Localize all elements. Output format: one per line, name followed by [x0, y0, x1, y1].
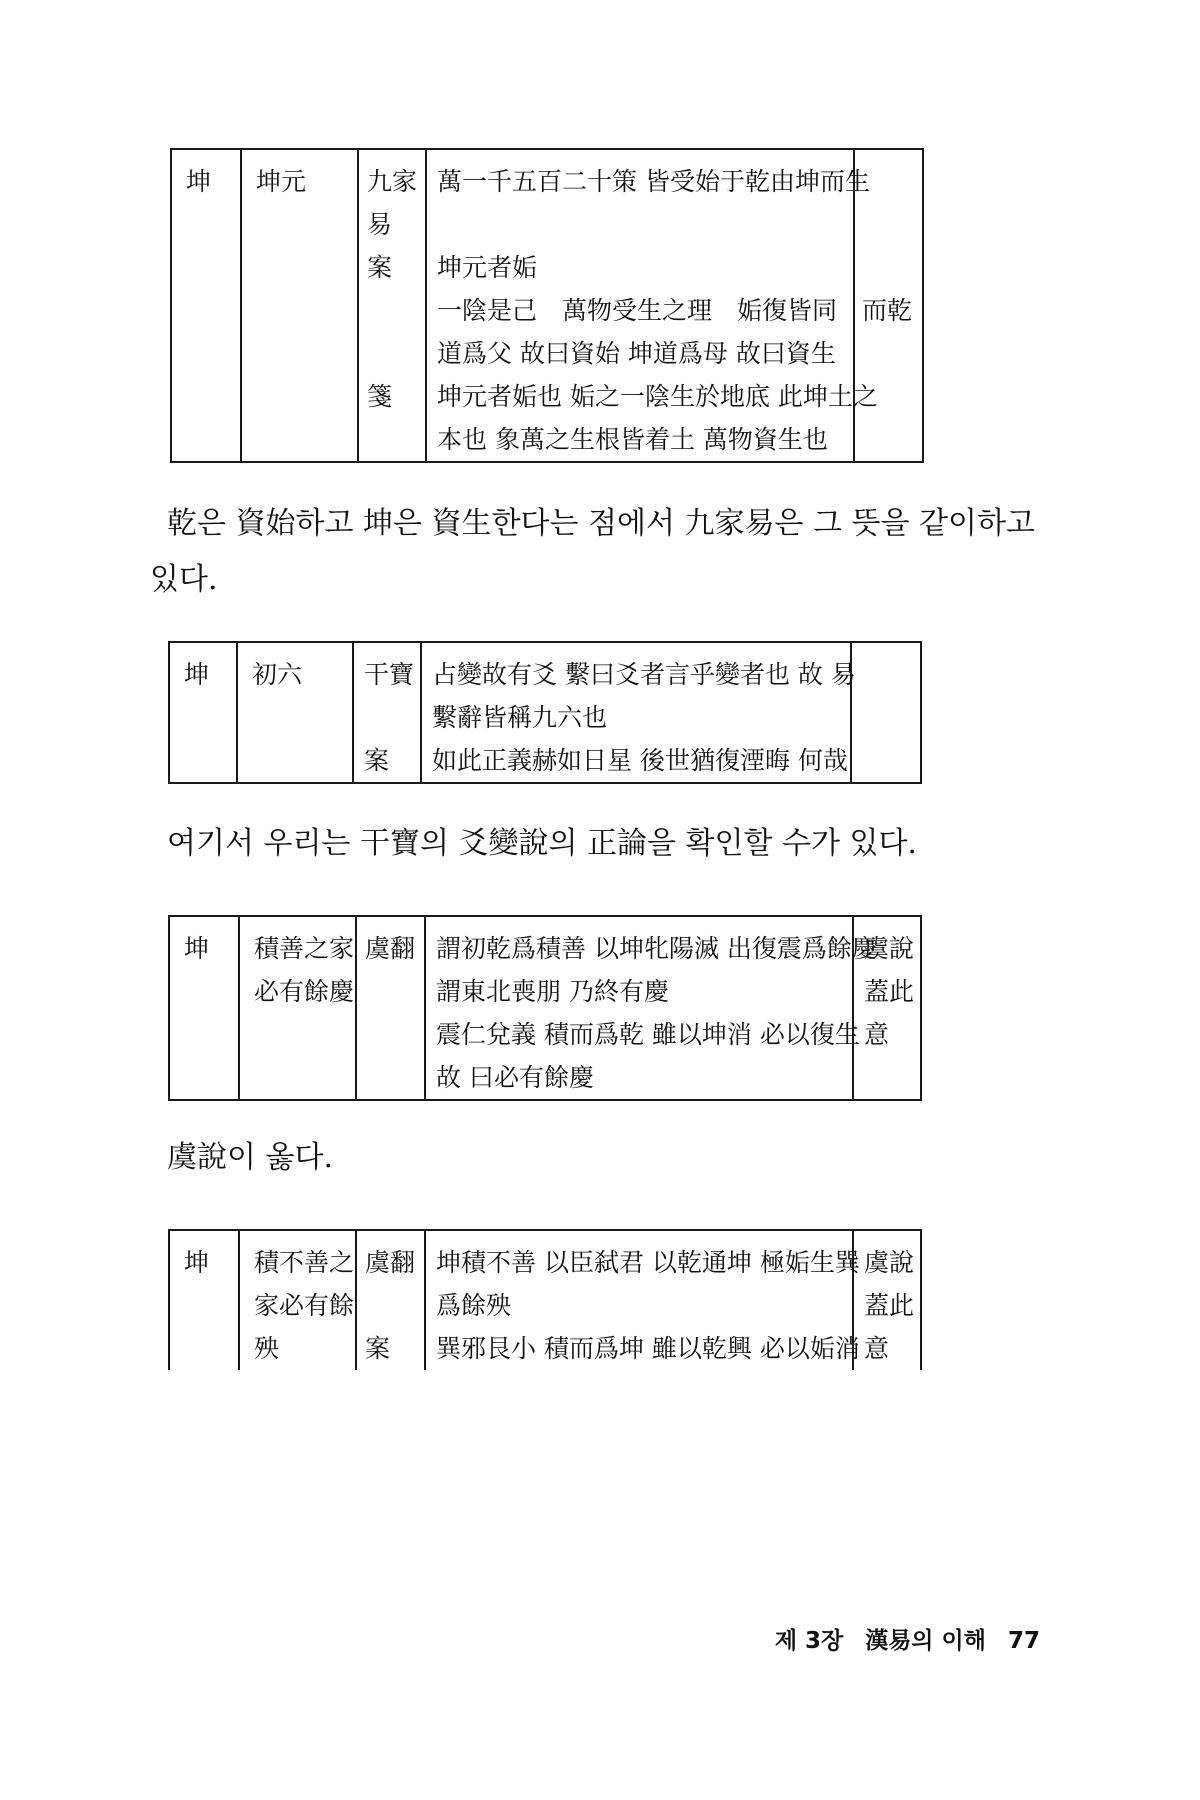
text-line: 坤元者姤也 姤之一陰生於地底 此坤土之: [437, 382, 878, 411]
author-cell: [356, 1230, 425, 1370]
author-line: 干寶: [364, 660, 415, 689]
author-line: 九家: [367, 167, 418, 196]
note-line: 蓋此: [864, 977, 915, 1006]
note-cell: [851, 642, 921, 783]
text-cell: [425, 1230, 860, 1370]
author-cell: [356, 916, 425, 1100]
commentary-table-4: [168, 1229, 922, 1370]
hexagram-cell: 坤: [169, 642, 237, 783]
text-cell: [425, 916, 877, 1100]
note-line: 蓋此: [864, 1291, 915, 1320]
text-line: 爲餘殃: [436, 1291, 512, 1320]
author-line: 箋: [367, 382, 393, 411]
text-line: 謂初乾爲積善 以坤牝陽滅 出復震爲餘慶: [436, 934, 877, 963]
commentary-table-1: [170, 148, 924, 463]
author-line: 易: [367, 210, 393, 239]
author-line: [365, 1284, 424, 1327]
note-cell: [853, 1230, 921, 1370]
commentary-table-2: [168, 641, 922, 784]
author-line: 案: [365, 1334, 391, 1363]
phrase-line: 積善之家: [254, 934, 355, 963]
note-line: 虞說: [864, 934, 915, 963]
note-line: 意: [864, 1334, 890, 1363]
page-footer: [680, 1622, 1040, 1655]
chapter-title: 漢易의 이해: [865, 1628, 986, 1654]
hexagram-cell: 坤: [169, 1230, 239, 1370]
text-line: 坤積不善 以臣弑君 以乾通坤 極姤生巽: [436, 1248, 860, 1277]
author-line: [364, 696, 420, 739]
text-line: 如此正義赫如日星 後世猶復湮晦 何哉: [432, 746, 848, 775]
phrase-cell: [239, 916, 356, 1100]
note-cell: [853, 916, 921, 1100]
text-line: 一陰是己 萬物受生之理 姤復皆同 而乾: [437, 296, 913, 325]
phrase-line: 初六: [252, 660, 303, 689]
text-line: 本也 象萬之生根皆着土 萬物資生也: [437, 425, 828, 454]
text-line: 巽邪艮小 積而爲坤 雖以乾興 必以姤消: [436, 1334, 860, 1363]
paragraph-line: 있다.: [150, 562, 218, 597]
note-line: 意: [864, 1020, 890, 1049]
hexagram-cell: 坤: [171, 149, 241, 462]
phrase-line: 坤元: [256, 167, 307, 196]
text-line: 道爲父 故曰資始 坤道爲母 故曰資生: [437, 339, 836, 368]
text-line: 故 曰必有餘慶: [436, 1063, 594, 1092]
text-cell: [426, 149, 913, 462]
phrase-line: 積不善之: [254, 1248, 355, 1277]
paragraph-2: [167, 816, 917, 872]
text-line: 坤元者姤: [437, 253, 538, 282]
text-line: [437, 203, 853, 246]
chapter-label: 제 3장: [774, 1628, 844, 1654]
author-line: 案: [367, 253, 393, 282]
text-cell: [421, 642, 856, 783]
paragraph-line: 虞說이 옳다.: [167, 1140, 334, 1175]
paragraph-3: [167, 1130, 333, 1186]
phrase-line: 家必有餘: [254, 1291, 355, 1320]
text-line: 謂東北喪朋 乃終有慶: [436, 977, 669, 1006]
page-number: 77: [1007, 1628, 1040, 1654]
author-cell: [358, 149, 426, 462]
phrase-line: 殃: [254, 1334, 280, 1363]
text-line: 繫辭皆稱九六也: [432, 703, 608, 732]
text-line: 震仁兌義 積而爲乾 雖以坤消 必以復生: [436, 1020, 860, 1049]
paragraph-line: 乾은 資始하고 坤은 資生한다는 점에서 九家易은 그 뜻을 같이하고: [167, 506, 1035, 541]
author-line: [367, 332, 425, 375]
phrase-cell: [241, 149, 358, 462]
author-line: [367, 289, 425, 332]
author-line: 虞翻: [365, 934, 416, 963]
author-line: 案: [364, 746, 390, 775]
commentary-table-3: [168, 915, 922, 1101]
author-line: 虞翻: [365, 1248, 416, 1277]
text-line: 占變故有爻 繫曰爻者言乎變者也 故 易: [432, 660, 856, 689]
paragraph-line: 여기서 우리는 干寶의 爻變說의 正論을 확인할 수가 있다.: [167, 826, 917, 861]
text-line: 萬一千五百二十策 皆受始于乾由坤而生: [437, 167, 870, 196]
phrase-cell: [239, 1230, 356, 1370]
phrase-line: 必有餘慶: [254, 977, 355, 1006]
hexagram-cell: 坤: [169, 916, 239, 1100]
paragraph-1: [150, 496, 1035, 608]
author-cell: [353, 642, 421, 783]
phrase-cell: [237, 642, 353, 783]
note-line: 虞說: [864, 1248, 915, 1277]
